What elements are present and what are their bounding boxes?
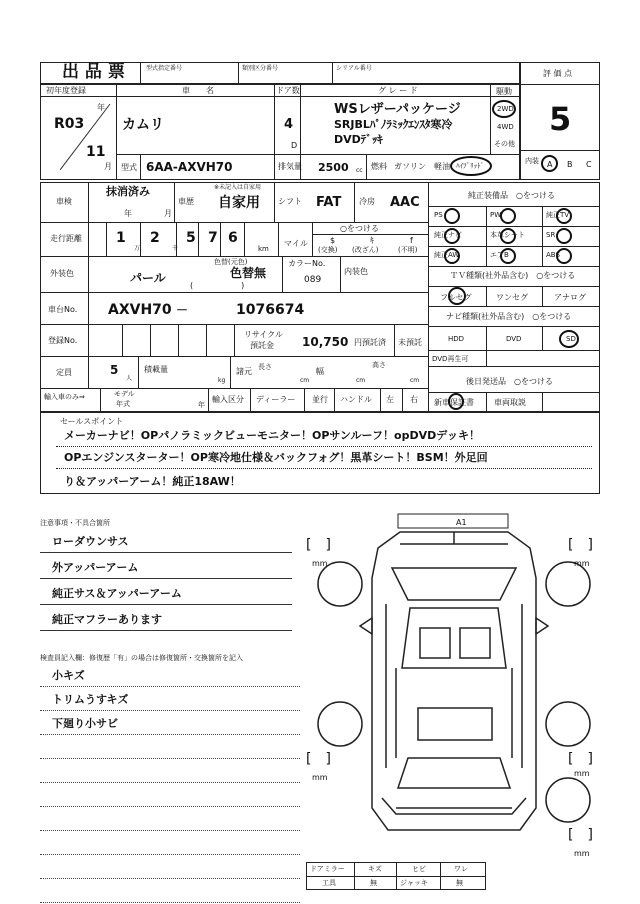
navi-title: ナビ種類(社外品含む) ○をつける bbox=[446, 312, 572, 321]
inspector-rule bbox=[40, 758, 300, 759]
option-0: PS bbox=[434, 211, 443, 219]
shareki-value: 自家用 bbox=[218, 195, 260, 211]
serial-label: シリアル番号 bbox=[336, 65, 372, 72]
chassis-number: 1076674 bbox=[236, 302, 305, 318]
option-circle-1 bbox=[500, 208, 516, 224]
kudo-label: 駆動 bbox=[496, 87, 512, 96]
mile-label: マイル bbox=[284, 239, 308, 248]
teiin-value: 5 bbox=[110, 363, 119, 377]
option-4: 本革シート bbox=[490, 231, 525, 239]
sales-line3: り＆アッパーアーム！純正18AW！ bbox=[64, 475, 241, 488]
naiso-a-circle bbox=[541, 155, 558, 172]
fuel-hybrid-circle bbox=[450, 156, 492, 176]
option-6: 純正AW bbox=[434, 251, 460, 259]
shareki-note: ※未記入は自家用 bbox=[214, 184, 262, 191]
option-circle-8 bbox=[556, 248, 572, 264]
chassis-label: 車台No. bbox=[48, 305, 78, 314]
mm-fl: mm bbox=[312, 559, 328, 568]
tv-analog: アナログ bbox=[554, 293, 586, 302]
car-name: カムリ bbox=[122, 117, 164, 133]
mileage-d3: 5 bbox=[186, 230, 196, 246]
option-circle-4 bbox=[500, 228, 516, 244]
grade-line2: SRJBLﾊﾟﾉﾗﾐｯｸｴﾝｽﾀ寒冷 bbox=[334, 118, 453, 131]
mm-rr: mm bbox=[574, 769, 590, 778]
irokae-value: 色替無 bbox=[230, 266, 267, 280]
shodo-label: 初年度登録 bbox=[46, 86, 86, 95]
option-7: エアB bbox=[490, 251, 509, 259]
note-line: ローダウンサス bbox=[52, 535, 129, 548]
note-rule bbox=[40, 578, 292, 579]
score-value: 5 bbox=[549, 100, 572, 138]
hyoka-label: 評 価 点 bbox=[543, 69, 573, 78]
reg-era: R03 bbox=[54, 116, 85, 132]
note-rule bbox=[40, 552, 292, 553]
shift-label: シフト bbox=[278, 197, 302, 206]
options-title: 純正装備品 ○をつける bbox=[468, 191, 555, 200]
option-8: ABS bbox=[546, 251, 560, 259]
inspector-rule bbox=[40, 710, 300, 711]
kudo-2wd-circle bbox=[492, 100, 516, 118]
inspector-line: 小キズ bbox=[52, 669, 85, 682]
name-label: 車 名 bbox=[182, 86, 214, 95]
grade-line1: WSレザーパッケージ bbox=[334, 102, 461, 117]
option-circle-0 bbox=[444, 208, 460, 224]
door-count: 4 bbox=[284, 117, 294, 132]
mileage-d5: 6 bbox=[228, 230, 238, 246]
mileage-d2: 2 bbox=[150, 230, 160, 246]
reg-label: 登録No. bbox=[48, 336, 78, 345]
navi-sd: SD bbox=[566, 335, 576, 343]
after-hosho: 新車保証書 bbox=[434, 398, 474, 407]
fuel-keiyu: 軽油 bbox=[434, 162, 450, 171]
shaken-label: 車検 bbox=[56, 197, 72, 206]
option-3: 純正ナビ bbox=[434, 231, 462, 239]
inspector-line: トリムうすキズ bbox=[52, 693, 129, 706]
tv-oneseg: ワンセグ bbox=[496, 293, 528, 302]
option-circle-7 bbox=[500, 248, 516, 264]
inspector-rule bbox=[40, 782, 300, 783]
option-2: 純正TV bbox=[546, 211, 570, 219]
sales-label: セールスポイント bbox=[60, 417, 124, 426]
circle-note: ○をつける bbox=[340, 224, 379, 233]
color-code: 089 bbox=[304, 275, 322, 285]
option-circle-2 bbox=[556, 208, 572, 224]
kudo-2wd: 2WD bbox=[497, 105, 514, 113]
mileage-label: 走行距離 bbox=[50, 234, 82, 243]
note-line: 純正サス＆アッパーアーム bbox=[52, 587, 182, 600]
option-5: SR bbox=[546, 231, 556, 239]
tv-title: ＴＶ種類(社外品含む) ○をつける bbox=[450, 271, 576, 280]
tv-fullseg: フルセグ bbox=[440, 293, 472, 302]
kudo-other: その他 bbox=[494, 140, 515, 148]
sales-line1: メーカーナビ！OPパノラミックビューモニター！OPサンルーフ！opDVDデッキ！ bbox=[64, 429, 480, 442]
haiki-value: 2500 bbox=[318, 161, 349, 174]
color-value: パール bbox=[130, 271, 166, 285]
fuel-label: 燃料 bbox=[371, 162, 387, 171]
mileage-d4: 7 bbox=[208, 230, 218, 246]
option-1: PW bbox=[490, 211, 502, 219]
navi-dvd: DVD bbox=[506, 335, 522, 343]
mm-spare: mm bbox=[574, 849, 590, 858]
mm-fr: mm bbox=[574, 559, 590, 568]
katashiki-value: 6AA-AXVH70 bbox=[146, 160, 233, 174]
navi-hdd: HDD bbox=[448, 335, 465, 343]
shareki-label: 車歴 bbox=[178, 197, 194, 206]
navi-sd-circle bbox=[559, 330, 579, 348]
option-circle-6 bbox=[444, 248, 460, 264]
option-circle-3 bbox=[444, 228, 460, 244]
recycle-label: リサイクル bbox=[244, 330, 283, 339]
naiso-iro-label: 内装色 bbox=[344, 267, 368, 276]
color-code-label: カラーNo. bbox=[288, 259, 326, 268]
tv-fullseg-circle bbox=[448, 287, 466, 305]
teiin-label: 定員 bbox=[56, 368, 72, 377]
import-label: 輸入車のみ⇒ bbox=[44, 393, 85, 401]
reibo-value: AAC bbox=[390, 195, 420, 210]
dvd-label: DVD再生可 bbox=[432, 355, 469, 363]
car-diagram bbox=[300, 508, 620, 858]
ruibetsu-label: 類別区分番号 bbox=[242, 65, 279, 72]
haiki-label: 排気量 bbox=[278, 162, 302, 171]
shaken-value: 抹消済み bbox=[106, 185, 150, 198]
sekisai-label: 積載量 bbox=[144, 365, 168, 374]
chassis-prefix: AXVH70 bbox=[108, 302, 172, 318]
recycle-value: 10,750 bbox=[302, 335, 349, 349]
mm-rl: mm bbox=[312, 773, 328, 782]
grade-line3: DVDﾃﾞｯｷ bbox=[334, 133, 383, 146]
after-hosho-circle bbox=[448, 393, 464, 410]
inspector-rule bbox=[40, 686, 300, 687]
after-torisetsu: 車両取説 bbox=[494, 398, 526, 407]
note-line: 外アッパーアーム bbox=[52, 561, 139, 574]
inspector-rule bbox=[40, 902, 300, 903]
inspector-rule bbox=[40, 734, 300, 735]
fuel-hybrid: ﾊｲﾌﾞﾘｯﾄﾞ bbox=[456, 162, 484, 170]
reibo-label: 冷房 bbox=[359, 197, 375, 206]
a1-mark: A1 bbox=[456, 518, 467, 527]
page-title: 出 品 票 bbox=[62, 62, 125, 82]
note-line: 純正マフラーあります bbox=[52, 613, 162, 626]
reg-month: 11 bbox=[86, 144, 106, 160]
shogen-label: 諸元 bbox=[236, 367, 252, 376]
kudo-4wd: 4WD bbox=[497, 123, 514, 131]
mileage-d1: 1 bbox=[116, 230, 126, 246]
color-label: 外装色 bbox=[50, 269, 74, 278]
sales-line2: OPエンジンスターター！OP寒冷地仕様＆バックフォグ！黒革シート！BSM！外足回 bbox=[64, 451, 488, 464]
inspector-rule bbox=[40, 854, 300, 855]
door-label: ドア数 bbox=[276, 86, 300, 95]
katashiki-label: 型式 bbox=[121, 163, 137, 172]
option-circle-5 bbox=[556, 228, 572, 244]
note-rule bbox=[40, 604, 292, 605]
irokae-label: 色替(元色) bbox=[214, 258, 248, 266]
after-title: 後日発送品 ○をつける bbox=[466, 377, 553, 386]
grade-label: グ レ ー ド bbox=[378, 86, 418, 95]
inspector-rule bbox=[40, 830, 300, 831]
inspector-rule bbox=[40, 878, 300, 879]
inspector-label: 検査員記入欄：修復歴「有」の場合は修復箇所・交換箇所を記入 bbox=[40, 654, 243, 662]
fuel-gas: ガソリン bbox=[394, 162, 426, 171]
shift-value: FAT bbox=[316, 195, 342, 210]
naiso-label: 内装 bbox=[525, 157, 539, 165]
inspector-rule bbox=[40, 806, 300, 807]
inspector-line: 下廻り小サビ bbox=[52, 717, 118, 730]
notes-label: 注意事項・不具合箇所 bbox=[40, 519, 110, 527]
kataki-label: 型式指定番号 bbox=[146, 65, 183, 72]
note-rule bbox=[40, 630, 292, 631]
